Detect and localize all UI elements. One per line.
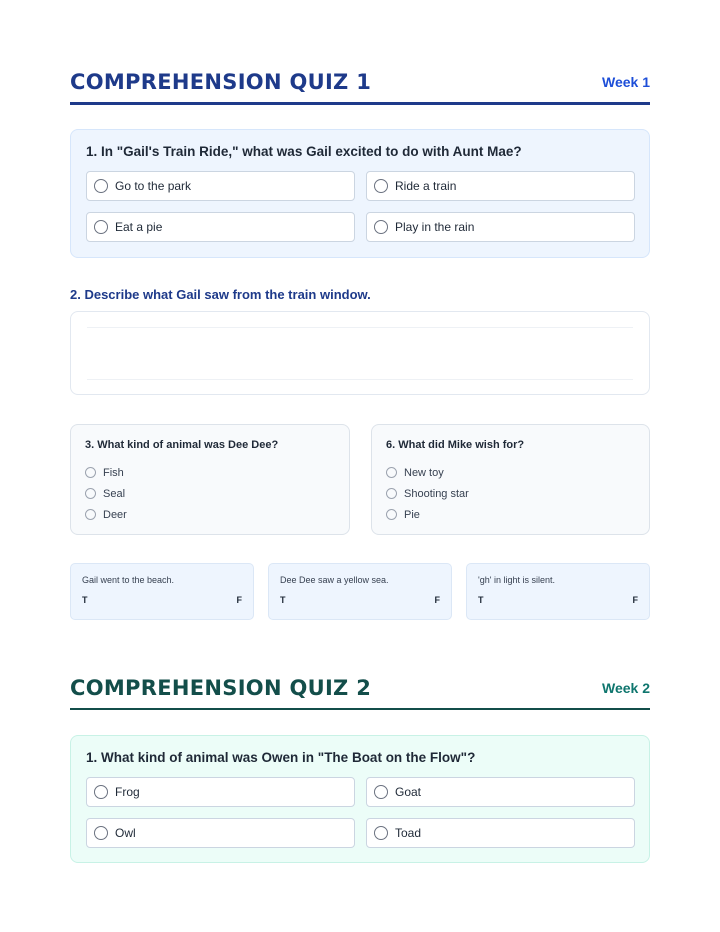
quiz1-question6-text: 6. What did Mike wish for? [386, 439, 525, 451]
quiz2-title: COMPREHENSION QUIZ 2 [70, 676, 372, 700]
radio-button[interactable] [386, 509, 397, 520]
radio-button[interactable] [94, 220, 108, 234]
true-false-statement: 'gh' in light is silent. [478, 575, 555, 585]
false-option[interactable]: F [236, 595, 242, 605]
quiz2-question1-card [70, 735, 650, 863]
true-false-statement: Gail went to the beach. [82, 575, 175, 585]
quiz2-q1-option-4[interactable]: Toad [366, 818, 635, 848]
quiz2-question1-options [86, 777, 634, 848]
radio-button[interactable] [85, 467, 96, 478]
true-false-card-1 [70, 563, 254, 620]
answer-line [87, 327, 633, 328]
quiz1-question1-text: 1. In "Gail's Train Ride," what was Gail excited to do with Aunt Mae? [86, 144, 522, 159]
quiz1-question1-options [86, 171, 634, 242]
true-false-card-2 [268, 563, 452, 620]
radio-button[interactable] [94, 826, 108, 840]
quiz1-header [70, 70, 650, 105]
quiz2-q1-option-2[interactable]: Goat [366, 777, 635, 807]
true-false-statement: Dee Dee saw a yellow sea. [280, 575, 389, 585]
false-option[interactable]: F [632, 595, 638, 605]
radio-button[interactable] [386, 467, 397, 478]
quiz1-question3-card [70, 424, 350, 535]
radio-button[interactable] [374, 826, 388, 840]
quiz1-q3-option-1[interactable]: Fish [85, 462, 335, 483]
true-false-card-3 [466, 563, 650, 620]
true-option[interactable]: T [280, 595, 286, 605]
quiz2-week-label: Week 2 [602, 680, 650, 696]
radio-button[interactable] [386, 488, 397, 499]
quiz1-question6-card [371, 424, 650, 535]
quiz1-q1-option-2[interactable]: Ride a train [366, 171, 635, 201]
radio-button[interactable] [85, 509, 96, 520]
radio-button[interactable] [85, 488, 96, 499]
quiz1-title: COMPREHENSION QUIZ 1 [70, 70, 372, 94]
quiz1-q1-option-3[interactable]: Eat a pie [86, 212, 355, 242]
radio-button[interactable] [94, 179, 108, 193]
quiz1-q3-option-3[interactable]: Deer [85, 504, 335, 525]
radio-button[interactable] [374, 220, 388, 234]
quiz2-header [70, 676, 650, 710]
quiz1-q6-option-1[interactable]: New toy [386, 462, 635, 483]
quiz1-week-label: Week 1 [602, 74, 650, 90]
quiz1-q1-option-4[interactable]: Play in the rain [366, 212, 635, 242]
radio-button[interactable] [374, 785, 388, 799]
true-option[interactable]: T [82, 595, 88, 605]
quiz2-q1-option-3[interactable]: Owl [86, 818, 355, 848]
quiz2-q1-option-1[interactable]: Frog [86, 777, 355, 807]
radio-button[interactable] [374, 179, 388, 193]
radio-button[interactable] [94, 785, 108, 799]
quiz1-question2-prompt: 2. Describe what Gail saw from the train window. [70, 287, 371, 302]
quiz1-q6-option-3[interactable]: Pie [386, 504, 635, 525]
quiz1-question3-text: 3. What kind of animal was Dee Dee? [85, 439, 279, 451]
quiz1-q3-option-2[interactable]: Seal [85, 483, 335, 504]
quiz2-question1-text: 1. What kind of animal was Owen in "The Boat on the Flow"? [86, 750, 476, 765]
quiz1-q1-option-1[interactable]: Go to the park [86, 171, 355, 201]
true-option[interactable]: T [478, 595, 484, 605]
quiz1-question2-answer-box[interactable] [70, 311, 650, 395]
answer-line [87, 379, 633, 380]
quiz1-question1-card [70, 129, 650, 258]
false-option[interactable]: F [434, 595, 440, 605]
quiz1-q6-option-2[interactable]: Shooting star [386, 483, 635, 504]
